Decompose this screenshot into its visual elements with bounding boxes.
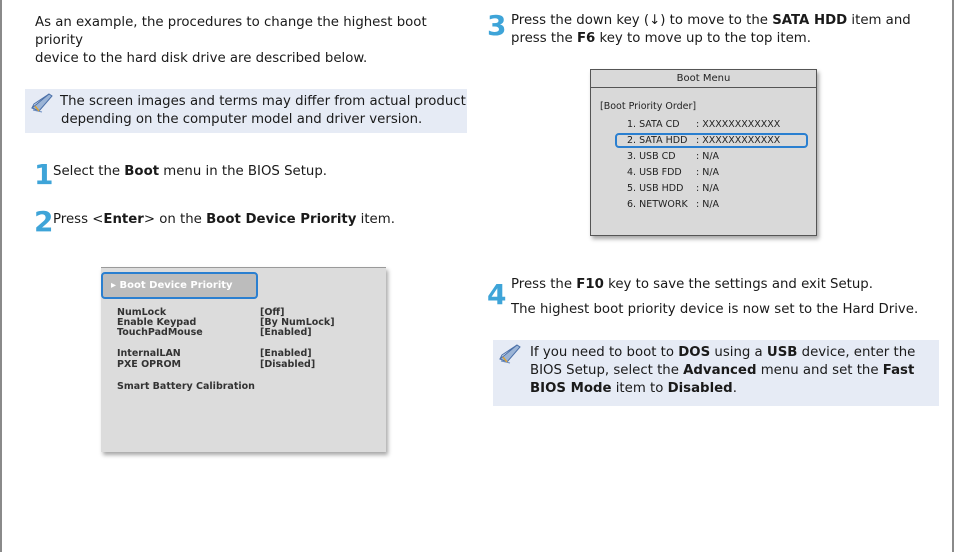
boot-item-value: : XXXXXXXXXXXX <box>696 119 781 130</box>
boot-item-name: 5. USB HDD <box>627 183 684 194</box>
step-4-result: The highest boot priority device is now set to the Hard Drive. <box>511 302 919 317</box>
boot-menu-title: Boot Menu <box>591 70 816 88</box>
boot-menu-screen <box>590 69 817 236</box>
intro-line-1: As an example, the procedures to change the highest boot priority <box>35 15 427 48</box>
step-3-text: Press the down key (↓) to move to the SATA HDD item and press the F6 key to move up to the top item. <box>511 13 911 46</box>
note-line-2: depending on the computer model and driver version. <box>61 112 423 127</box>
bios-row-label: PXE OPROM <box>117 359 181 370</box>
note-2-text: If you need to boot to DOS using a USB device, enter the BIOS Setup, select the Advanced menu and set the Fast BIOS Mode item to Disabled. <box>530 345 916 396</box>
bios-row-value: [Enabled] <box>260 327 312 338</box>
boot-device-priority-label: ▸ Boot Device Priority <box>111 280 233 291</box>
note-box <box>25 89 467 133</box>
boot-device-priority-item[interactable] <box>101 272 258 299</box>
intro-line-2: device to the hard disk drive are described below. <box>35 51 368 66</box>
boot-item-value: : N/A <box>696 151 720 162</box>
boot-item-value: : N/A <box>696 199 720 210</box>
boot-item-value: : N/A <box>696 167 720 178</box>
page-edge-left <box>0 0 2 552</box>
step-4-text: Press the F10 key to save the settings and exit Setup. The highest boot priority device is now set to the Hard Drive. <box>511 276 941 319</box>
bios-row-value: [Off] <box>260 307 285 318</box>
bios-row-label: Smart Battery Calibration <box>117 381 255 392</box>
boot-menu-label: Boot <box>124 164 160 179</box>
boot-priority-header: [Boot Priority Order] <box>600 101 697 112</box>
note-box-2 <box>493 340 939 406</box>
boot-item-name: 2. SATA HDD <box>627 135 688 146</box>
step-4-number: 4 <box>487 278 507 311</box>
boot-item-name: 6. NETWORK <box>627 199 688 210</box>
boot-item-name: 1. SATA CD <box>627 119 680 130</box>
bios-row-label: Enable Keypad <box>117 317 197 328</box>
bios-row-value: [Enabled] <box>260 348 312 359</box>
step-1-text: Select the Boot menu in the BIOS Setup. <box>53 164 328 179</box>
note-text <box>60 93 470 129</box>
bios-row-label: NumLock <box>117 307 167 318</box>
note-line-1: The screen images and terms may differ from actual product <box>60 94 466 109</box>
step-2-text: Press <Enter> on the Boot Device Priority item. <box>53 212 395 227</box>
bios-row-value: [By NumLock] <box>260 317 335 328</box>
intro-text <box>35 14 475 68</box>
pencil-note-icon <box>498 344 522 364</box>
step-2-number: 2 <box>34 205 54 238</box>
bios-row-value: [Disabled] <box>260 359 316 370</box>
step-1-number: 1 <box>34 158 54 191</box>
bios-row-label: TouchPadMouse <box>117 327 203 338</box>
boot-item-name: 4. USB FDD <box>627 167 682 178</box>
step-3-number: 3 <box>487 9 507 42</box>
bios-row-label: InternalLAN <box>117 348 181 359</box>
boot-item-value: : XXXXXXXXXXXX <box>696 135 781 146</box>
boot-item-value: : N/A <box>696 183 720 194</box>
pencil-note-icon <box>30 93 54 113</box>
bios-setup-screen <box>101 267 386 452</box>
boot-item-name: 3. USB CD <box>627 151 676 162</box>
